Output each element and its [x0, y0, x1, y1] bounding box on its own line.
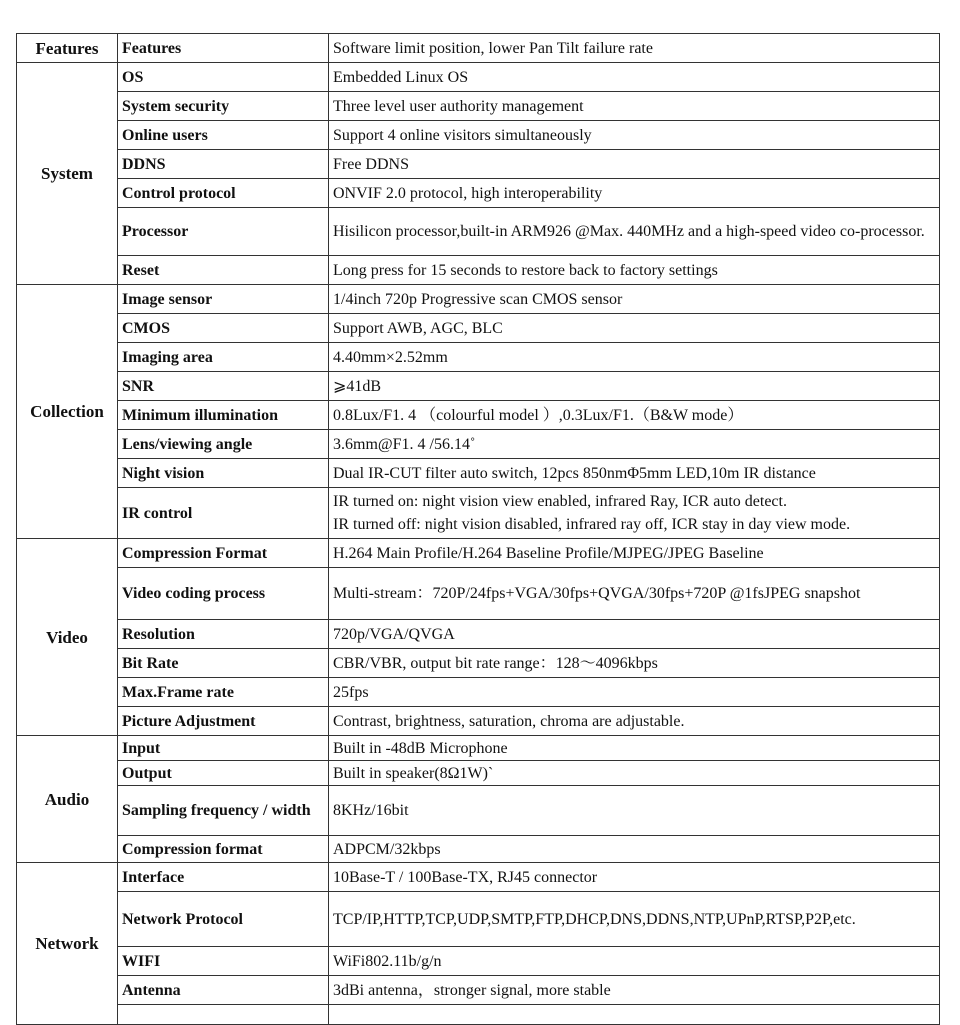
spec-key: System security — [118, 92, 329, 121]
table-row — [17, 947, 940, 976]
category-audio: Audio — [17, 736, 118, 863]
spec-key: Input — [118, 736, 329, 761]
table-row — [17, 620, 940, 649]
spec-key: WIFI — [118, 947, 329, 976]
table-row — [17, 150, 940, 179]
spec-value: Built in -48dB Microphone — [329, 736, 940, 761]
spec-key: Resolution — [118, 620, 329, 649]
table-row — [17, 343, 940, 372]
spec-value — [329, 488, 940, 539]
spec-key: Picture Adjustment — [118, 707, 329, 736]
spec-value-line: IR turned off: night vision disabled, infrared ray off, ICR stay in day view mode. — [333, 516, 851, 533]
spec-key: Image sensor — [118, 285, 329, 314]
spec-value: Contrast, brightness, saturation, chroma are adjustable. — [329, 707, 940, 736]
spec-key: Sampling frequency / width — [118, 786, 329, 836]
spec-value: 25fps — [329, 678, 940, 707]
table-row — [17, 372, 940, 401]
spec-value: Built in speaker(8Ω1W)` — [329, 761, 940, 786]
spec-key: Output — [118, 761, 329, 786]
spec-key: Control protocol — [118, 179, 329, 208]
table-row — [17, 761, 940, 786]
spec-value: 0.8Lux/F1. 4 （colourful model ）,0.3Lux/F1.（B&W mode） — [329, 401, 940, 430]
spec-key: Interface — [118, 863, 329, 892]
spec-key: Online users — [118, 121, 329, 150]
table-row — [17, 179, 940, 208]
spec-value: ⩾41dB — [329, 372, 940, 401]
spec-key: Night vision — [118, 459, 329, 488]
spec-value — [329, 1005, 940, 1025]
category-collection: Collection — [17, 285, 118, 539]
spec-value: Multi-stream：720P/24fps+VGA/30fps+QVGA/30fps+720P @1fsJPEG snapshot — [329, 568, 940, 620]
spec-key: OS — [118, 63, 329, 92]
table-row — [17, 208, 940, 256]
table-row — [17, 863, 940, 892]
table-row — [17, 568, 940, 620]
spec-value: 1/4inch 720p Progressive scan CMOS sensor — [329, 285, 940, 314]
spec-key: SNR — [118, 372, 329, 401]
spec-value: 720p/VGA/QVGA — [329, 620, 940, 649]
header-col2: Features — [118, 34, 329, 63]
spec-value: 10Base-T / 100Base-TX, RJ45 connector — [329, 863, 940, 892]
spec-key: Minimum illumination — [118, 401, 329, 430]
category-video: Video — [17, 539, 118, 736]
spec-value: TCP/IP,HTTP,TCP,UDP,SMTP,FTP,DHCP,DNS,DDNS,NTP,UPnP,RTSP,P2P,etc. — [329, 892, 940, 947]
spec-key: Video coding process — [118, 568, 329, 620]
spec-value: 3dBi antenna，stronger signal, more stable — [329, 976, 940, 1005]
table-row — [17, 678, 940, 707]
table-row — [17, 976, 940, 1005]
table-row — [17, 649, 940, 678]
table-row — [17, 539, 940, 568]
spec-value: WiFi802.11b/g/n — [329, 947, 940, 976]
spec-table — [16, 33, 940, 1025]
spec-value: H.264 Main Profile/H.264 Baseline Profile/MJPEG/JPEG Baseline — [329, 539, 940, 568]
table-row — [17, 430, 940, 459]
spec-key — [118, 1005, 329, 1025]
spec-value: Support 4 online visitors simultaneously — [329, 121, 940, 150]
spec-key: Max.Frame rate — [118, 678, 329, 707]
spec-value: Dual IR-CUT filter auto switch, 12pcs 850nmΦ5mm LED,10m IR distance — [329, 459, 940, 488]
spec-key: Compression Format — [118, 539, 329, 568]
spec-value: 8KHz/16bit — [329, 786, 940, 836]
table-row — [17, 459, 940, 488]
table-row — [17, 92, 940, 121]
spec-value: Support AWB, AGC, BLC — [329, 314, 940, 343]
spec-value: Long press for 15 seconds to restore back to factory settings — [329, 256, 940, 285]
table-row — [17, 285, 940, 314]
table-row — [17, 314, 940, 343]
table-row — [17, 401, 940, 430]
table-row — [17, 836, 940, 863]
spec-key: DDNS — [118, 150, 329, 179]
spec-key: CMOS — [118, 314, 329, 343]
spec-value: ONVIF 2.0 protocol, high interoperability — [329, 179, 940, 208]
spec-key: Processor — [118, 208, 329, 256]
table-row — [17, 488, 940, 539]
table-row — [17, 892, 940, 947]
spec-key: Reset — [118, 256, 329, 285]
spec-value: Embedded Linux OS — [329, 63, 940, 92]
spec-value: CBR/VBR, output bit rate range：128～4096kbps — [329, 649, 940, 678]
spec-key: Lens/viewing angle — [118, 430, 329, 459]
spec-key: Antenna — [118, 976, 329, 1005]
table-row — [17, 707, 940, 736]
spec-value: Free DDNS — [329, 150, 940, 179]
header-col3: Software limit position, lower Pan Tilt failure rate — [329, 34, 940, 63]
category-system: System — [17, 63, 118, 285]
spec-key: Compression format — [118, 836, 329, 863]
header-col1: Features — [17, 34, 118, 63]
spec-key: Network Protocol — [118, 892, 329, 947]
table-row — [17, 256, 940, 285]
table-row — [17, 1005, 940, 1025]
spec-value-line: IR turned on: night vision view enabled, infrared Ray, ICR auto detect. — [333, 493, 787, 510]
header-row — [17, 34, 940, 63]
spec-value: ADPCM/32kbps — [329, 836, 940, 863]
table-row — [17, 786, 940, 836]
table-row — [17, 121, 940, 150]
spec-key: Bit Rate — [118, 649, 329, 678]
table-row — [17, 736, 940, 761]
category-network: Network — [17, 863, 118, 1025]
table-row — [17, 63, 940, 92]
spec-value: Three level user authority management — [329, 92, 940, 121]
spec-value: Hisilicon processor,built-in ARM926 @Max. 440MHz and a high-speed video co-processor. — [329, 208, 940, 256]
spec-key: Imaging area — [118, 343, 329, 372]
spec-key: IR control — [118, 488, 329, 539]
spec-value: 3.6mm@F1. 4 /56.14˚ — [329, 430, 940, 459]
spec-value: 4.40mm×2.52mm — [329, 343, 940, 372]
